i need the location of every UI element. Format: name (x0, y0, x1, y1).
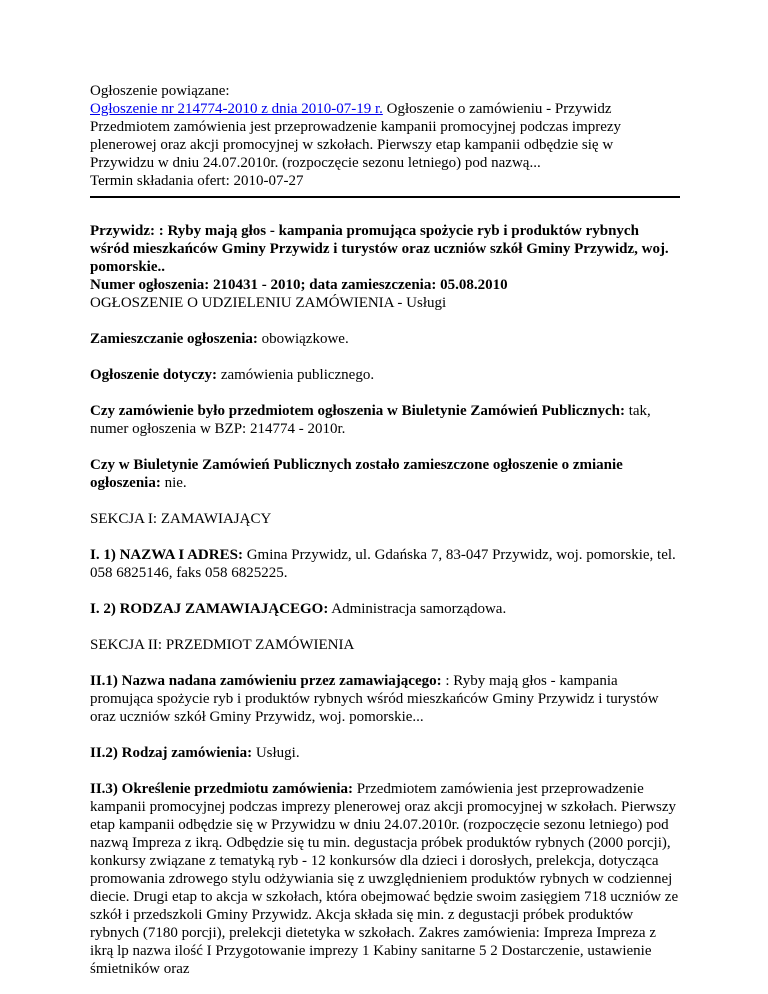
field-value: obowiązkowe. (257, 331, 349, 347)
field-contract-subject (90, 780, 680, 978)
field-concerns (90, 366, 680, 384)
field-value: Gmina Przywidz, ul. Gdańska 7, 83-047 Przywidz, woj. pomorskie, tel. 058 6825146, faks 058 6825225. (90, 547, 676, 581)
field-value: Administracja samorządowa. (328, 601, 507, 617)
field-label: II.1) Nazwa nadana zamówieniu przez zamawiającego: (90, 673, 442, 689)
field-value: Przedmiotem zamówienia jest przeprowadzenie kampanii promocyjnej podczas imprezy plenerowej oraz akcji promocyjnej w szkołach. Pierwszy etap kampanii odbędzie się w Przywidzu w dniu 24.07.2010r. (rozpoczęcie sezonu letniego) pod nazwą Impreza z ikrą. Odbędzie się tu min. degustacja próbek produktów rybnych (2000 porcji), konkursy związane z tematyką ryb - 12 konkursów dla dzieci i dorosłych, prelekcja, dotycząca promowania zdrowego stylu odżywiania się z uwzględnieniem produktów rybnych w codziennej diecie. Drugi etap to akcja w szkołach, która obejmować będzie swoim zasięgiem 718 uczniów ze szkół i przedszkoli Gminy Przywidz. Akcja składa się min. z degustacji próbek produktów rybnych (7180 porcji), prelekcji dietetyka w szkołach. Zakres zamówienia: Impreza Impreza z ikrą lp nazwa ilość I Przygotowanie imprezy 1 Kabiny sanitarne 5 2 Dostarczenie, ustawienie śmietników oraz (90, 781, 679, 977)
field-value: tak, numer ogłoszenia w BZP: 214774 - 2010r. (90, 403, 651, 437)
field-contract-name (90, 672, 680, 726)
related-heading: Ogłoszenie powiązane: (90, 83, 230, 99)
field-change (90, 456, 680, 492)
field-label: Ogłoszenie dotyczy: (90, 367, 218, 383)
notice-title: Przywidz: : Ryby mają głos - kampania promująca spożycie ryb i produktów rybnych wśród mieszkańców Gminy Przywidz i turystów oraz uczniów szkół Gminy Przywidz, woj. pomorskie.. (90, 223, 669, 275)
field-bzp (90, 402, 680, 438)
divider (90, 196, 680, 198)
section-2-heading: SEKCJA II: PRZEDMIOT ZAMÓWIENIA (90, 637, 355, 653)
field-value: nie. (160, 475, 187, 491)
field-label: Zamieszczanie ogłoszenia: (90, 331, 258, 347)
field-value: Usługi. (252, 745, 300, 761)
offer-deadline: Termin składania ofert: 2010-07-27 (90, 173, 304, 189)
field-contract-kind (90, 744, 680, 762)
field-label: I. 2) RODZAJ ZAMAWIAJĄCEGO: (90, 601, 329, 617)
field-label: I. 1) NAZWA I ADRES: (90, 547, 243, 563)
notice-type: OGŁOSZENIE O UDZIELENIU ZAMÓWIENIA - Usługi (90, 295, 447, 311)
related-summary: Ogłoszenie o zamówieniu - Przywidz Przedmiotem zamówienia jest przeprowadzenie kampanii promocyjnej podczas imprezy plenerowej oraz akcji promocyjnej w szkołach. Pierwszy etap kampanii odbędzie się w Przywidzu w dniu 24.07.2010r. (rozpoczęcie sezonu letniego) pod nazwą... (90, 101, 622, 171)
field-label: Czy w Biuletynie Zamówień Publicznych zostało zamieszczone ogłoszenie o zmianie ogłoszenia: (90, 457, 623, 491)
section-1-heading: SEKCJA I: ZAMAWIAJĄCY (90, 511, 272, 527)
notice-number: Numer ogłoszenia: 210431 - 2010; data zamieszczenia: 05.08.2010 (90, 277, 508, 293)
field-contracting-type (90, 600, 680, 618)
field-value: zamówienia publicznego. (217, 367, 375, 383)
document-page (90, 82, 680, 978)
field-label: II.3) Określenie przedmiotu zamówienia: (90, 781, 354, 797)
notice-header (90, 222, 680, 312)
field-name-address (90, 546, 680, 582)
related-notice-block (90, 82, 680, 190)
related-notice-link[interactable]: Ogłoszenie nr 214774-2010 z dnia 2010-07-19 r. (90, 101, 383, 117)
field-value: : Ryby mają głos - kampania promująca spożycie ryb i produktów rybnych wśród mieszkańców Gminy Przywidz i turystów oraz uczniów szkół Gminy Przywidz, woj. pomorskie... (90, 673, 659, 725)
field-label: Czy zamówienie było przedmiotem ogłoszenia w Biuletynie Zamówień Publicznych: (90, 403, 625, 419)
field-label: II.2) Rodzaj zamówienia: (90, 745, 253, 761)
field-placement (90, 330, 680, 348)
